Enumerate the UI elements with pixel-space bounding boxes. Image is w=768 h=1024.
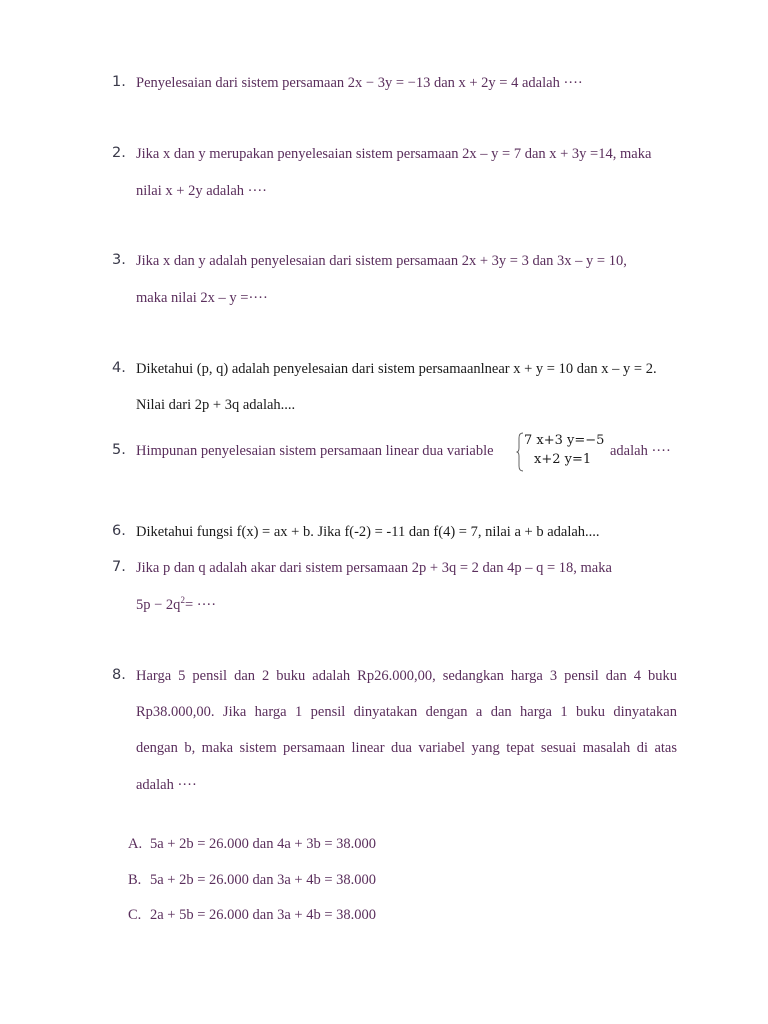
question-number: 8. — [112, 667, 126, 683]
question-text: Jika p dan q adalah akar dari sistem persamaan 2p + 3q = 2 dan 4p – q = 18, maka — [136, 560, 612, 576]
question-text: maka nilai 2x – y =···· — [136, 290, 268, 306]
question-number: 1. — [112, 74, 126, 90]
expression-tail: = ···· — [184, 597, 217, 613]
equation-system — [516, 432, 608, 472]
option-letter: C. — [128, 907, 142, 923]
option-text: 5a + 2b = 26.000 dan 3a + 4b = 38.000 — [150, 872, 377, 888]
question-number: 4. — [112, 360, 126, 376]
brace-icon — [516, 432, 524, 472]
question-number: 7. — [112, 559, 126, 575]
question-text: adalah ···· — [136, 777, 197, 793]
expression-base: 5p − 2q — [136, 597, 181, 613]
question-text: adalah ···· — [610, 443, 671, 459]
question-text: Harga 5 pensil dan 2 buku adalah Rp26.000,00, sedangkan harga 3 pensil dan 4 buku — [136, 668, 677, 684]
question-number: 5. — [112, 442, 126, 458]
question-text: nilai x + 2y adalah ···· — [136, 183, 267, 199]
option-letter: A. — [128, 836, 143, 852]
question-text: Diketahui fungsi f(x) = ax + b. Jika f(-2) = -11 dan f(4) = 7, nilai a + b adalah.... — [136, 524, 600, 540]
question-text: Jika x dan y adalah penyelesaian dari sistem persamaan 2x + 3y = 3 dan 3x – y = 10, — [136, 253, 627, 269]
question-text: Himpunan penyelesaian sistem persamaan linear dua variable — [136, 443, 494, 459]
question-text: Jika x dan y merupakan penyelesaian sistem persamaan 2x – y = 7 dan x + 3y =14, maka — [136, 146, 652, 162]
question-text: Rp38.000,00. Jika harga 1 pensil dinyatakan dengan a dan harga 1 buku dinyatakan — [136, 704, 677, 720]
question-text: Nilai dari 2p + 3q adalah.... — [136, 397, 296, 413]
question-text: Penyelesaian dari sistem persamaan 2x − 3y = −13 dan x + 2y = 4 adalah ···· — [136, 75, 583, 91]
question-expression — [136, 597, 216, 614]
option-text: 5a + 2b = 26.000 dan 4a + 3b = 38.000 — [150, 836, 377, 852]
question-number: 3. — [112, 252, 126, 268]
question-number: 6. — [112, 523, 126, 539]
expression-exponent: 2 — [180, 595, 185, 605]
question-number: 2. — [112, 145, 126, 161]
question-text: dengan b, maka sistem persamaan linear dua variabel yang tepat sesuai masalah di atas — [136, 740, 677, 756]
option-text: 2a + 5b = 26.000 dan 3a + 4b = 38.000 — [150, 907, 377, 923]
option-letter: B. — [128, 872, 142, 888]
question-text: Diketahui (p, q) adalah penyelesaian dari sistem persamaanlnear x + y = 10 dan x – y = 2. — [136, 361, 657, 377]
system-equation-2: x+2 y=1 — [534, 452, 592, 467]
system-equation-1: 7 x+3 y=−5 — [524, 433, 605, 448]
